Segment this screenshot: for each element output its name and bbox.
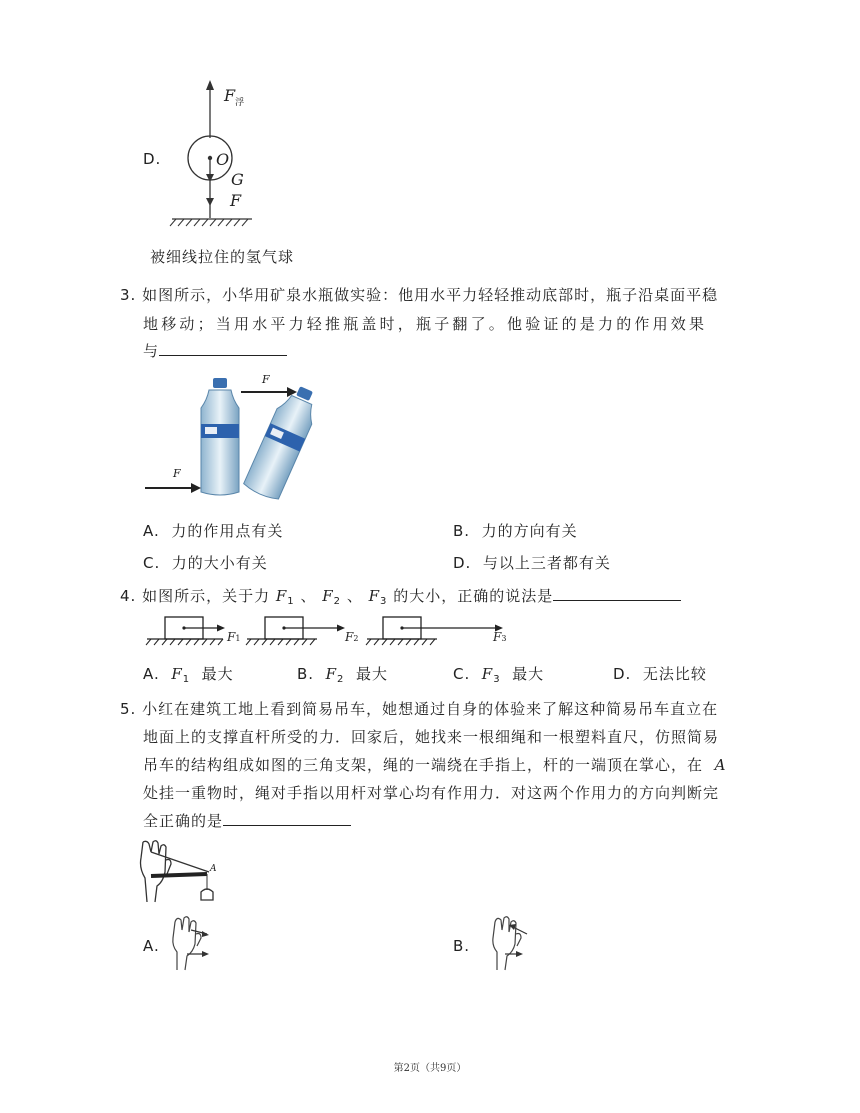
q5-stem-line3: 吊车的结构组成如图的三角支架，绳的一端绕在手指上，杆的一端顶在掌心，在 A xyxy=(143,756,727,774)
q4-option-a[interactable]: A. $F_1$ 最大 xyxy=(143,665,234,685)
q5-option-a[interactable]: A. xyxy=(143,937,160,955)
force-f-label: F xyxy=(230,191,242,210)
q4-option-c[interactable]: C. $F_3$ 最大 xyxy=(453,665,545,685)
q3-option-d[interactable]: D. 与以上三者都有关 xyxy=(453,554,611,572)
center-o-label: O xyxy=(216,150,230,169)
q3-option-c[interactable]: C. 力的大小有关 xyxy=(143,554,268,572)
answer-blank xyxy=(159,341,287,356)
q3-option-a[interactable]: A. 力的作用点有关 xyxy=(143,522,284,540)
balloon-caption: 被细线拉住的氢气球 xyxy=(150,248,295,266)
block3-force-label: F3 xyxy=(493,630,507,644)
answer-blank xyxy=(223,811,351,826)
q4-option-b[interactable]: B. $F_2$ 最大 xyxy=(297,665,388,685)
bottle-tilted xyxy=(242,381,323,502)
page-footer: 第2页（共9页） xyxy=(393,1063,467,1074)
answer-blank xyxy=(553,586,681,601)
balloon-force-diagram xyxy=(160,78,270,228)
q5-stem-line1: 5. 小红在建筑工地上看到简易吊车，她想通过自身的体验来了解这种简易吊车直立在 xyxy=(120,700,719,718)
q3-option-b[interactable]: B. 力的方向有关 xyxy=(453,522,578,540)
water-bottles-figure xyxy=(143,372,323,500)
q5-stem-line2: 地面上的支撑直杆所受的力．回家后，她找来一根细绳和一根塑料直尺，仿照简易 xyxy=(143,728,720,746)
three-blocks-figure xyxy=(145,613,525,653)
q3-stem-line3: 与 xyxy=(143,340,287,361)
block1-force-label: F1 xyxy=(227,630,241,644)
gravity-label: G xyxy=(231,170,244,189)
bottle-bottom-force-label: F xyxy=(173,467,181,480)
bottle-upright xyxy=(201,378,239,495)
q4-stem: 4. 如图所示，关于力 $F_1$ 、 $F_2$ 、 $F_3$ 的大小，正确的说法是 xyxy=(120,585,681,607)
q3-stem-line1: 3. 如图所示，小华用矿泉水瓶做实验：他用水平力轻轻推动底部时，瓶子沿桌面平稳 xyxy=(120,286,719,304)
bottle-top-force-label: F xyxy=(262,373,270,386)
hand-option-a-figure xyxy=(165,912,215,972)
q3-stem-line2: 地移动；当用水平力轻推瓶盖时，瓶子翻了。他验证的是力的作用效果 xyxy=(143,315,708,333)
q5-stem-line5: 全正确的是 xyxy=(143,810,351,831)
q5-option-b[interactable]: B. xyxy=(453,937,471,955)
f-float-label: $F_浮$ xyxy=(224,86,245,108)
q4-option-d[interactable]: D. 无法比较 xyxy=(613,665,707,683)
q2-option-d-label: D. xyxy=(143,150,162,168)
point-a-label: A xyxy=(210,864,217,874)
block2-force-label: F2 xyxy=(345,630,359,644)
hand-option-b-figure xyxy=(485,912,535,972)
q5-stem-line4: 处挂一重物时，绳对手指以用杆对掌心均有作用力．对这两个作用力的方向判断完 xyxy=(143,784,720,802)
